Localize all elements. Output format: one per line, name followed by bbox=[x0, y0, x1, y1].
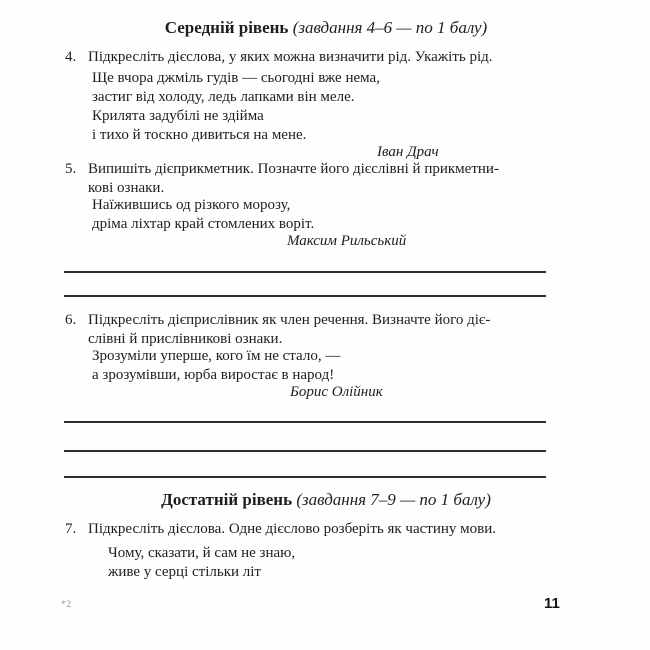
page-content bbox=[64, 0, 588, 582]
poem-line: живе у серці стільки літ bbox=[108, 564, 261, 580]
poem-line: застиг від холоду, ледь лапками він меле. bbox=[92, 89, 355, 105]
task-6-instruction-line: Підкресліть дієприслівник як член речення. Визначте його діє- bbox=[88, 312, 491, 328]
poem-author-ivan-drach: Іван Драч bbox=[377, 144, 439, 160]
answer-blank-line bbox=[64, 450, 546, 452]
task-4-instruction-line: Підкресліть дієслова, у яких можна визначити рід. Укажіть рід. bbox=[88, 49, 493, 65]
poem-line: Чому, сказати, й сам не знаю, bbox=[108, 545, 296, 561]
poem-author-maksym-rylskyi: Максим Рильський bbox=[287, 233, 407, 249]
task-7-instruction-line: Підкресліть дієслова. Одне дієслово розберіть як частину мови. bbox=[88, 521, 496, 537]
task-5 bbox=[64, 160, 588, 249]
section-heading-bold: Достатній рівень bbox=[161, 490, 297, 509]
section-heading-italic: (завдання 4–6 — по 1 балу) bbox=[292, 18, 488, 37]
print-signature-mark: *2 bbox=[61, 599, 72, 609]
task-6 bbox=[64, 311, 588, 400]
task-7-poem bbox=[64, 544, 588, 582]
answer-blank-line bbox=[64, 271, 546, 273]
task-5-instruction-line: кові ознаки. bbox=[88, 180, 165, 196]
poem-line: а зрозумівши, юрба виростає в народ! bbox=[92, 367, 335, 383]
poem-line: Крилята задубілі не здійма bbox=[92, 108, 264, 124]
task-4-number: 4. bbox=[65, 49, 77, 65]
section-heading-bold: Середній рівень bbox=[164, 18, 293, 37]
task-4 bbox=[64, 48, 588, 160]
task-4-poem bbox=[64, 69, 588, 145]
poem-line: дріма ліхтар край стомлених воріт. bbox=[92, 216, 315, 232]
task-5-poem bbox=[64, 196, 588, 234]
page-number: 11 bbox=[544, 595, 560, 612]
section-heading-dostatnii-riven bbox=[64, 488, 588, 512]
task-6-number: 6. bbox=[65, 312, 77, 328]
answer-blank-line bbox=[64, 421, 546, 423]
section-heading-serednii-riven bbox=[64, 16, 588, 40]
task-6-instruction-line: слівні й прислівникові ознаки. bbox=[88, 331, 283, 347]
task-4-instruction bbox=[64, 48, 588, 67]
answer-blank-line bbox=[64, 476, 546, 478]
task-6-instruction bbox=[64, 311, 588, 349]
poem-line: Ще вчора джміль гудів — сьогодні вже нема, bbox=[92, 70, 380, 86]
poem-author-borys-oliinyk: Борис Олійник bbox=[290, 384, 383, 400]
task-7-number: 7. bbox=[65, 521, 77, 537]
answer-blank-line bbox=[64, 295, 546, 297]
task-5-number: 5. bbox=[65, 161, 77, 177]
poem-line: Наїжившись од різкого морозу, bbox=[92, 197, 291, 213]
section-heading-italic: (завдання 7–9 — по 1 балу) bbox=[296, 490, 491, 509]
task-7 bbox=[64, 520, 588, 582]
task-5-instruction bbox=[64, 160, 588, 198]
poem-line: Зрозуміли уперше, кого їм не стало, — bbox=[92, 348, 341, 364]
task-6-poem bbox=[64, 347, 588, 385]
task-7-instruction bbox=[64, 520, 588, 539]
task-5-instruction-line: Випишіть дієприкметник. Позначте його дієслівні й прикметни- bbox=[88, 161, 499, 177]
poem-line: і тихо й тоскно дивиться на мене. bbox=[92, 127, 307, 143]
